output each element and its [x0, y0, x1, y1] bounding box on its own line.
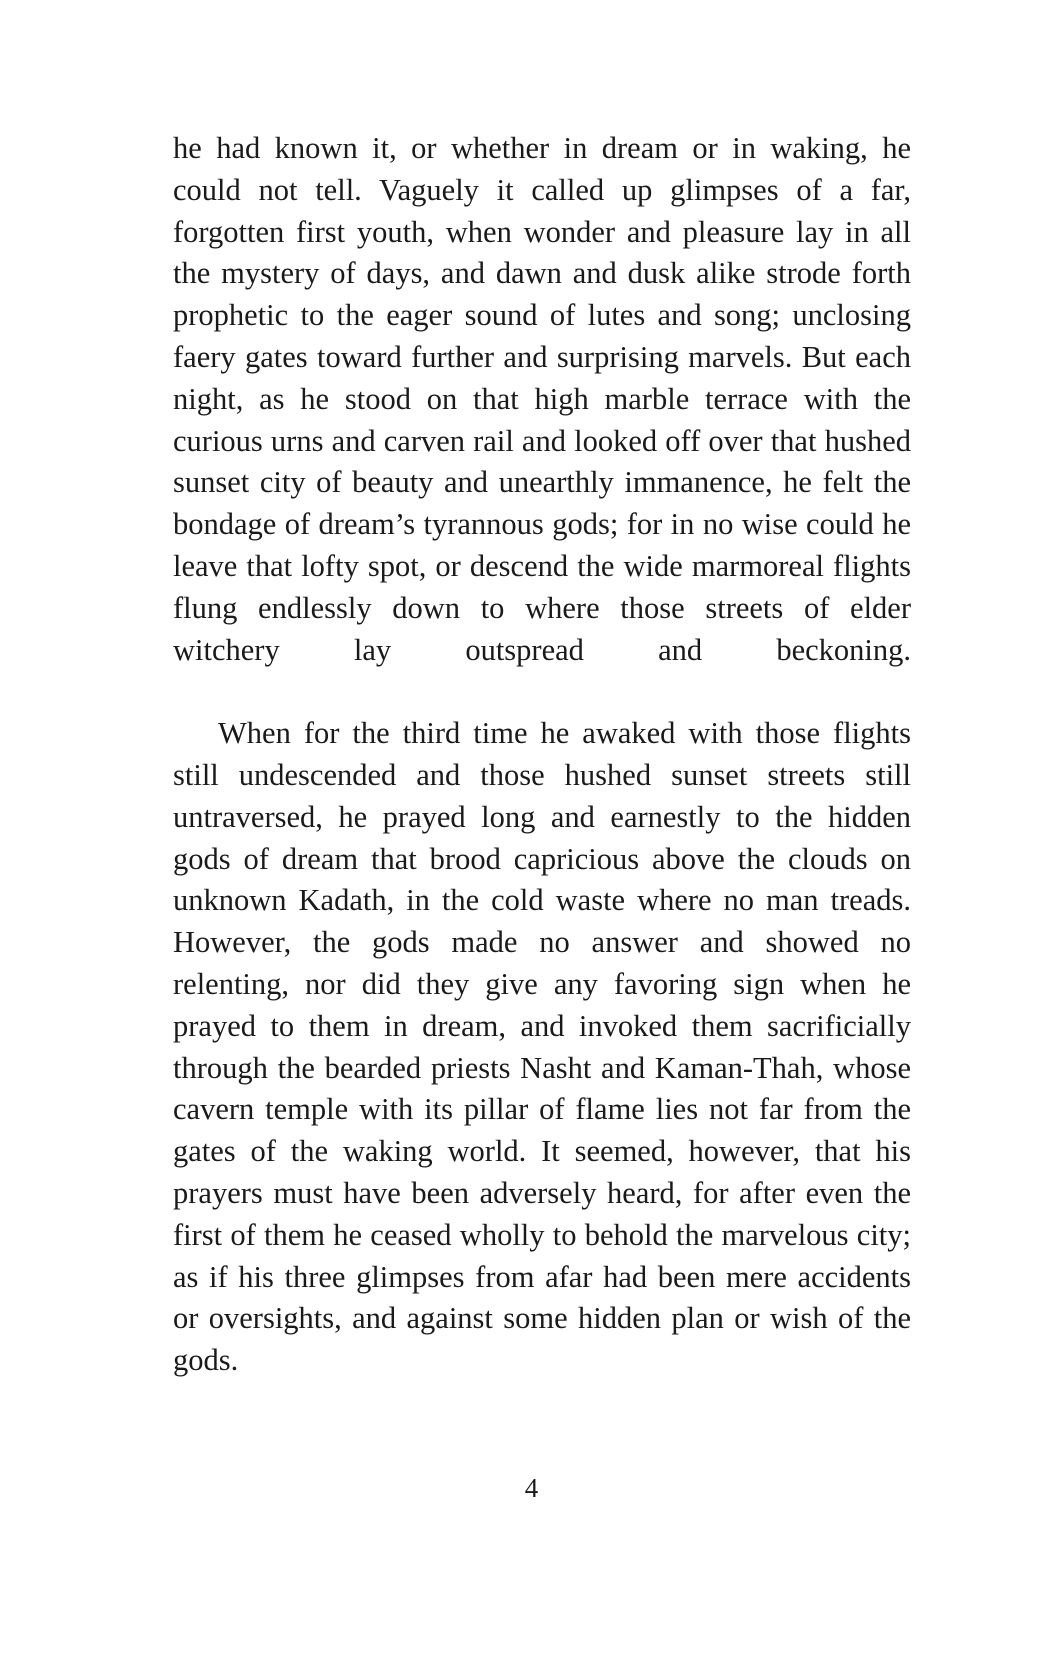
body-paragraph-second: When for the third time he awaked with those flights still undescended and those hushed sunset streets still untraversed, he prayed long and earnestly to the hidden gods of dream that brood capricious above the clouds on unknown Kadath, in the cold waste where no man treads. However, the gods made no answer and showed no relenting, nor did they give any favoring sign when he prayed to them in dream, and invoked them sacrificially through the bearded priests Nasht and Kaman-Thah, whose cavern temple with its pillar of flame lies not far from the gates of the waking world. It seemed, however, that his prayers must have been adversely heard, for after even the first of them he ceased wholly to behold the marvelous city; as if his three glimpses from afar had been mere accidents or oversights, and against some hidden plan or wish of the gods.: [173, 716, 911, 1378]
page-text-block: [173, 128, 911, 1424]
body-paragraph-continued: he had known it, or whether in dream or in waking, he could not tell. Vaguely it called up glimpses of a far, forgotten first youth, when wonder and pleasure lay in all the mystery of days, and dawn and dusk alike strode forth prophetic to the eager sound of lutes and song; unclosing faery gates toward further and surprising marvels. But each night, as he stood on that high marble terrace with the curious urns and carven rail and looked off over that hushed sunset city of beauty and unearthly immanence, he felt the bondage of dream’s tyrannous gods; for in no wise could he leave that lofty spot, or descend the wide marmoreal flights flung endlessly down to where those streets of elder witchery lay outspread and beckoning.: [173, 131, 911, 667]
page-number-folio: 4: [524, 1473, 539, 1503]
